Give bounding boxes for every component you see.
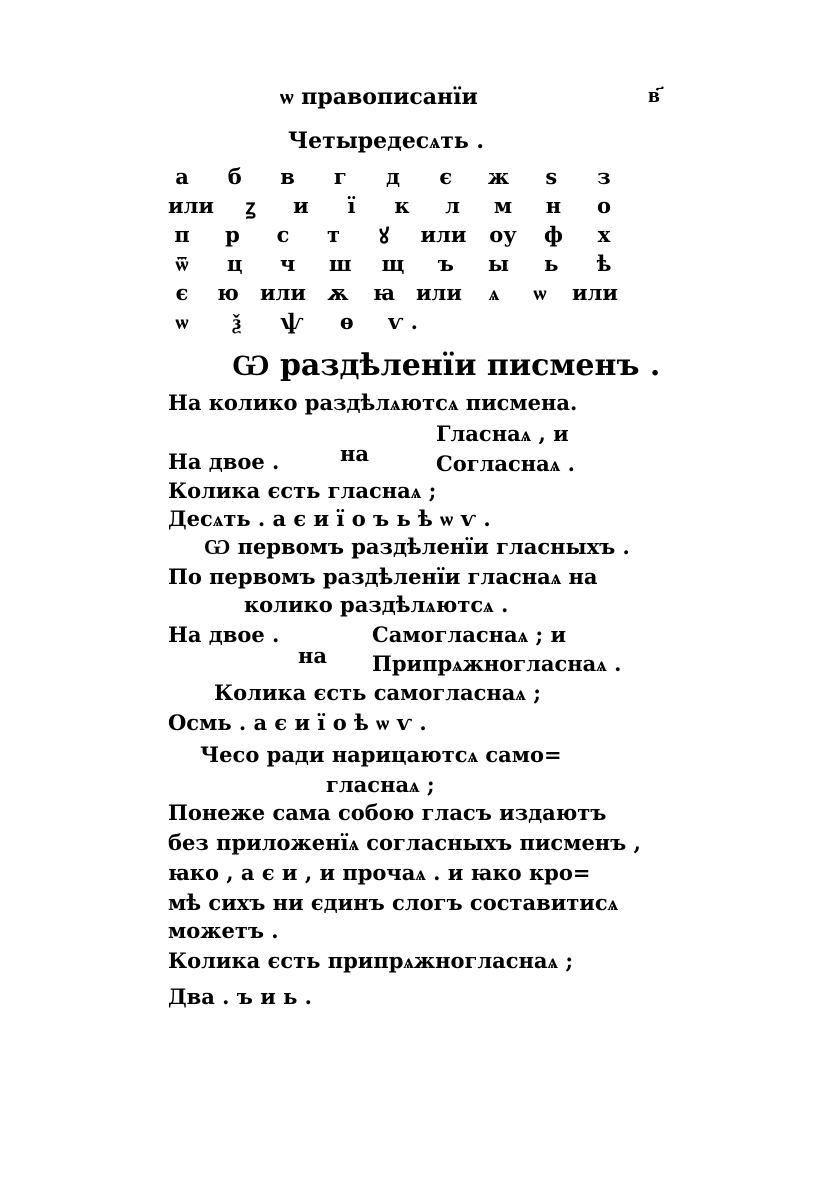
alphabet-row	[168, 280, 618, 306]
text-line: гласнаѧ ;	[326, 772, 435, 797]
alphabet-row	[168, 164, 618, 189]
alphabet-letter: оу	[489, 222, 517, 247]
text-line: На двое .	[168, 449, 280, 474]
alphabet-letter: или	[168, 193, 214, 218]
text-line: Осмь . а є и ї о ѣ ѡ ѵ .	[168, 710, 427, 735]
alphabet-letter: ю	[217, 280, 239, 305]
text-line: Понеже сама собою гласъ издаютъ	[168, 800, 607, 825]
subsection-heading: Чесо ради нарицаютсѧ само=	[200, 742, 562, 767]
text-line: на	[340, 441, 369, 466]
alphabet-letter: х	[597, 222, 611, 247]
alphabet-letter: ѣ	[596, 251, 612, 276]
alphabet-letter: ѧ	[488, 280, 500, 305]
alphabet-letter: н	[545, 193, 562, 218]
text-line: ꙗко , а є и , и прочаѧ . и ꙗко кро=	[168, 860, 591, 885]
text-line: без приложенїѧ согласныхъ писменъ ,	[168, 830, 641, 855]
text-line: Самогласнаѧ ; и	[372, 622, 567, 647]
text-line: На колико раздѣлѧютсѧ писмена.	[168, 390, 578, 415]
alphabet-letter: б	[227, 164, 242, 189]
alphabet-letter: ѵ .	[387, 309, 418, 334]
text-line: Колика єсть гласнаѧ ;	[168, 478, 437, 503]
text-line: По первомъ раздѣленїи гласнаѧ на	[168, 564, 598, 589]
text-line: Два . ъ и ь .	[168, 984, 312, 1009]
alphabet-letter: ь	[544, 251, 559, 276]
alphabet-letter: ꙋ	[379, 223, 389, 248]
text-line: Колика єсть припрѧжногласнаѧ ;	[168, 948, 574, 973]
alphabet-letter: или	[415, 280, 462, 305]
alphabet-letter: м	[493, 193, 513, 218]
running-title: ѡ правописанїи	[280, 84, 478, 110]
alphabet-letter: п	[174, 222, 190, 247]
alphabet-letter: з	[597, 164, 611, 189]
alphabet-letter: ч	[279, 251, 296, 276]
alphabet-letter: и	[293, 193, 309, 218]
alphabet-letter: ц	[226, 251, 243, 276]
alphabet-letter: ѳ	[339, 309, 354, 334]
alphabet-letter: ы	[487, 251, 510, 276]
alphabet-letter: к	[394, 193, 410, 218]
alphabet-letter: а	[175, 164, 189, 189]
alphabet-row	[168, 309, 418, 335]
alphabet-letter: ж	[487, 164, 510, 189]
alphabet-letter: л	[445, 193, 460, 218]
text-line: мѣ сихъ ни єдинъ слогъ составитисѧ	[168, 890, 619, 915]
alphabet-letter: о	[596, 193, 611, 218]
alphabet-row	[168, 222, 618, 250]
text-line: Припрѧжногласнаѧ .	[372, 651, 622, 676]
alphabet-letter: є	[175, 280, 189, 305]
alphabet-letter: или	[420, 222, 467, 247]
alphabet-letter: р	[225, 222, 240, 247]
alphabet-letter: ф	[543, 222, 563, 247]
alphabet-letter: ѿ	[175, 251, 189, 276]
alphabet-letter: ѯ	[232, 309, 242, 334]
text-line: на	[298, 643, 327, 668]
alphabet-letter: в	[280, 164, 295, 189]
alphabet-letter: ѫ	[327, 280, 349, 305]
alphabet-letter: ꙗ	[373, 280, 395, 305]
alphabet-letter: є	[439, 164, 453, 189]
alphabet-letter: ѱ	[280, 309, 304, 334]
alphabet-letter: г	[333, 164, 347, 189]
section-title-forty: Четыредесѧть .	[288, 128, 485, 154]
alphabet-letter: или	[571, 280, 618, 305]
subsection-heading: Ѡ первомъ раздѣленїи гласныхъ .	[204, 534, 630, 559]
alphabet-letter: ш	[328, 251, 352, 276]
alphabet-letter: ъ	[437, 251, 454, 276]
alphabet-letter: ї	[347, 193, 356, 218]
alphabet-letter: ѕ	[545, 164, 558, 189]
subsection-heading: Колика єсть самогласнаѧ ;	[214, 680, 541, 705]
alphabet-letter: ѡ	[175, 309, 189, 334]
alphabet-letter: щ	[381, 251, 405, 276]
alphabet-letter: или	[260, 280, 306, 305]
text-line: На двое .	[168, 622, 280, 647]
alphabet-row	[168, 251, 618, 277]
alphabet-letter: т	[326, 222, 340, 247]
text-line: можетъ .	[168, 918, 279, 943]
alphabet-letter: с	[276, 222, 290, 247]
section-heading-division: Ѡ раздѣленїи писменъ .	[232, 348, 661, 383]
alphabet-letter: д	[386, 164, 400, 189]
text-line: Десѧть . а є и ї о ъ ь ѣ ѡ ѵ .	[168, 506, 491, 531]
text-line: Согласнаѧ .	[436, 451, 575, 476]
text-line: колико раздѣлѧютсѧ .	[244, 592, 509, 617]
text-line: Гласнаѧ , и	[436, 421, 569, 446]
alphabet-row	[168, 193, 618, 221]
page-number: в҃	[648, 82, 660, 108]
alphabet-letter: ꙁ	[245, 194, 256, 219]
alphabet-letter: ѡ	[533, 280, 547, 305]
